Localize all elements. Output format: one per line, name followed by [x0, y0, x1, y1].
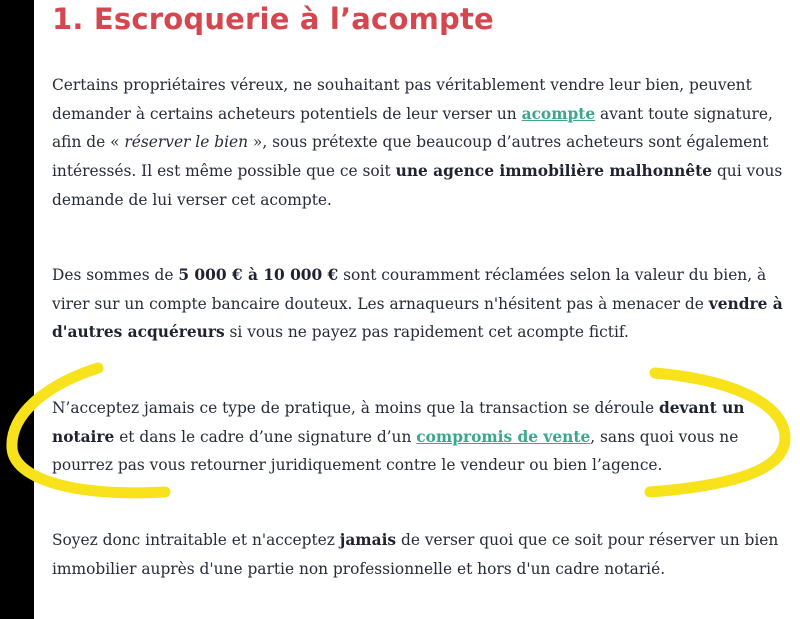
bold-notary: devant un notaire: [52, 399, 745, 446]
link-acompte[interactable]: acompte: [521, 104, 596, 123]
bold-amounts: 5 000 € à 10 000 €: [178, 266, 339, 284]
link-compromis-de-vente[interactable]: compromis de vente: [416, 427, 591, 446]
paragraph-amounts: [52, 261, 787, 347]
paragraph-conclusion: [52, 526, 787, 583]
text-run: sont couramment réclamées selon la valeur du bien, à virer sur un compte bancaire douteux. Les arnaqueurs n'hésitent pas à menacer de: [52, 266, 767, 313]
text-run: de verser quoi que ce soit pour réserver un bien immobilier auprès d'une partie non professionnelle et hors d'un cadre notarié.: [52, 531, 779, 578]
text-run: et dans le cadre d’une signature d’un: [114, 427, 417, 446]
bold-threat: vendre à d'autres acquéreurs: [52, 294, 783, 342]
paragraph-deposit-scam: [52, 71, 787, 215]
text-run: N’acceptez jamais ce type de pratique, à moins que la transaction se déroule: [52, 399, 659, 417]
section-heading: 1. Escroquerie à l’acompte: [52, 2, 494, 36]
text-run: qui vous demande de lui verser cet acompte.: [52, 162, 783, 209]
article-page: [34, 0, 800, 619]
paragraph-notary-advice: [52, 394, 787, 480]
text-run: , sans quoi vous ne pourrez pas vous retourner juridiquement contre le vendeur ou bien l’agence.: [52, 427, 739, 475]
text-run: si vous ne payez pas rapidement cet acompte fictif.: [224, 323, 629, 342]
text-run: Soyez donc intraitable et n'acceptez: [52, 531, 340, 549]
bold-never: jamais: [339, 531, 397, 549]
italic-quote: réserver le bien: [124, 133, 249, 152]
bold-agency: une agence immobilière malhonnête: [395, 162, 713, 181]
text-run: Certains propriétaires véreux, ne souhaitant pas véritablement vendre leur bien, peuvent demander à certains acheteurs potentiels de leur verser un: [52, 76, 752, 123]
text-run: Des sommes de: [52, 266, 179, 284]
text-run: », sous prétexte que beaucoup d’autres acheteurs sont également intéressés. Il est même possible que ce soit: [52, 133, 769, 181]
text-run: avant toute signature, afin de «: [52, 104, 773, 152]
